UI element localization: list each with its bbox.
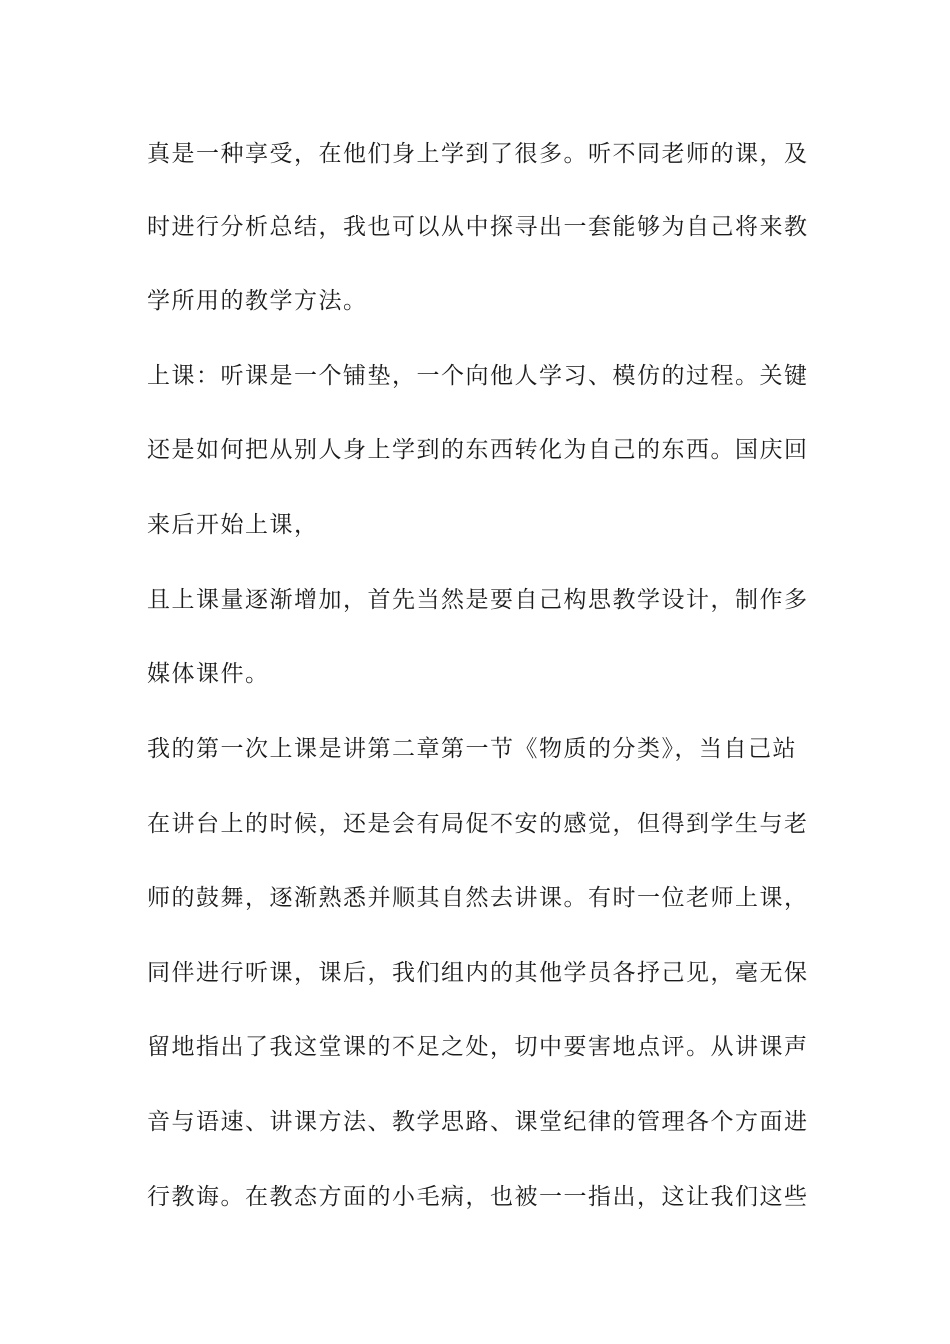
text-line: 留地指出了我这堂课的不足之处，切中要害地点评。从讲课声 bbox=[147, 1034, 809, 1060]
text-line: 同伴进行听课，课后，我们组内的其他学员各抒己见，毫无保 bbox=[147, 960, 809, 986]
text-line: 音与语速、讲课方法、教学思路、课堂纪律的管理各个方面进 bbox=[147, 1109, 809, 1135]
text-line: 我的第一次上课是讲第二章第一节《物质的分类》，当自己站 bbox=[147, 736, 797, 762]
text-line: 行教诲。在教态方面的小毛病，也被一一指出，这让我们这些 bbox=[147, 1184, 809, 1210]
text-line: 且上课量逐渐增加，首先当然是要自己构思教学设计，制作多 bbox=[147, 587, 809, 613]
text-line: 时进行分析总结，我也可以从中探寻出一套能够为自己将来教 bbox=[147, 214, 809, 240]
text-line: 真是一种享受，在他们身上学到了很多。听不同老师的课，及 bbox=[147, 141, 809, 167]
text-line: 学所用的教学方法。 bbox=[147, 288, 368, 314]
text-line: 师的鼓舞，逐渐熟悉并顺其自然去讲课。有时一位老师上课， bbox=[147, 885, 809, 911]
text-line: 上课：听课是一个铺垫，一个向他人学习、模仿的过程。关键 bbox=[147, 363, 809, 389]
text-line: 在讲台上的时候，还是会有局促不安的感觉，但得到学生与老 bbox=[147, 811, 809, 837]
text-line: 媒体课件。 bbox=[147, 661, 270, 687]
text-line: 来后开始上课， bbox=[147, 512, 319, 538]
text-line: 还是如何把从别人身上学到的东西转化为自己的东西。国庆回 bbox=[147, 437, 809, 463]
